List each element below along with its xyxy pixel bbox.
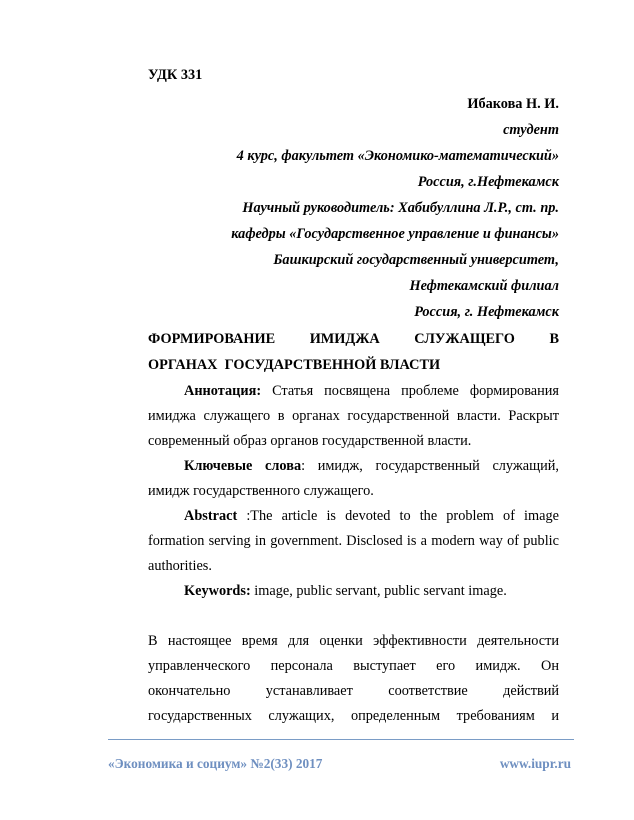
body-line-4: государственных служащих, определенным требованиям и [148, 708, 559, 724]
title-word: СЛУЖАЩЕГО [414, 331, 515, 347]
keywords-ru-line-1 [184, 458, 559, 475]
abstract-text: :The article is devoted to the problem of image [237, 508, 559, 524]
annotation-label: Аннотация: [184, 383, 262, 399]
author-faculty: 4 курс, факультет «Экономико-математический» [236, 148, 559, 164]
supervisor-line-1: Научный руководитель: Хабибуллина Л.Р., ст. пр. [242, 200, 559, 216]
body-line-1: В настоящее время для оценки эффективности деятельности [148, 633, 559, 649]
keywords-ru-text: : имидж, государственный служащий, [301, 458, 559, 474]
title-word: ФОРМИРОВАНИЕ [148, 331, 276, 347]
supervisor-line-2: кафедры «Государственное управление и финансы» [231, 226, 559, 242]
title-word: ИМИДЖА [309, 331, 380, 347]
udk-code: УДК 331 [148, 67, 203, 83]
footer-journal: «Экономика и социум» №2(33) 2017 [108, 756, 323, 771]
annotation-text: Статья посвящена проблеме формирования [261, 383, 559, 399]
annotation-line-3: современный образ органов государственной власти. [148, 433, 472, 449]
abstract-label: Abstract [184, 508, 238, 524]
keywords-ru-label: Ключевые слова [184, 458, 302, 474]
abstract-line-3: authorities. [148, 558, 212, 574]
author-location-2: Россия, г. Нефтекамск [414, 304, 559, 320]
body-line-2: управленческого персонала выступает его имидж. Он [148, 658, 559, 674]
footer-rule [108, 739, 574, 740]
title-word: В [549, 331, 559, 347]
branch: Нефтекамский филиал [409, 278, 559, 294]
footer-website[interactable]: www.iupr.ru [499, 756, 571, 771]
article-title-line-1 [148, 331, 559, 348]
abstract-line-2: formation serving in government. Disclosed is a modern way of public [148, 533, 559, 549]
author-location: Россия, г.Нефтекамск [417, 174, 559, 190]
keywords-ru-line-2: имидж государственного служащего. [148, 483, 374, 499]
keywords-en-label: Keywords: [184, 583, 251, 599]
university: Башкирский государственный университет, [273, 252, 559, 268]
article-title-line-2: ОРГАНАХ ГОСУДАРСТВЕННОЙ ВЛАСТИ [148, 357, 441, 373]
annotation-line-2: имиджа служащего в органах государственной власти. Раскрыт [148, 408, 559, 424]
keywords-en-text: image, public servant, public servant image. [250, 583, 507, 599]
abstract-line-1 [184, 508, 559, 525]
author-role: студент [503, 122, 559, 138]
author-name: Ибакова Н. И. [467, 96, 559, 112]
keywords-en-line [184, 583, 507, 600]
body-line-3: окончательно устанавливает соответствие действий [148, 683, 559, 699]
annotation-line-1 [184, 383, 559, 400]
